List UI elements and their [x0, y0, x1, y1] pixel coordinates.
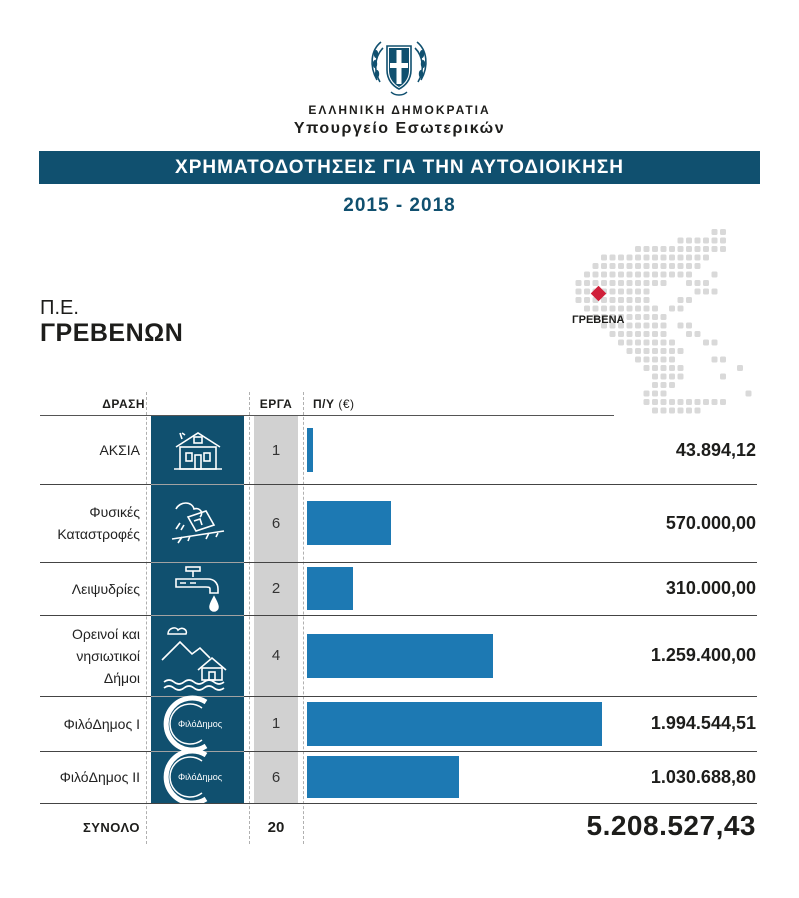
map-dot	[686, 297, 692, 303]
page-title: ΧΡΗΜΑΤΟΔΟΤΗΣΕΙΣ ΓΙΑ ΤΗΝ ΑΥΤΟΔΙΟΙΚΗΣΗ	[39, 151, 760, 184]
map-dot	[610, 263, 616, 269]
map-dot	[669, 272, 675, 278]
map-dot	[686, 255, 692, 261]
map-dot	[703, 238, 709, 244]
map-dot	[618, 263, 624, 269]
map-dot	[686, 323, 692, 329]
map-dot	[635, 280, 641, 286]
map-dot	[644, 306, 650, 312]
map-dot	[661, 323, 667, 329]
map-dot	[635, 297, 641, 303]
total-projects: 20	[267, 819, 285, 836]
map-dot	[661, 280, 667, 286]
disaster-icon	[151, 484, 244, 562]
category-label-line: Ορεινοί και	[71, 625, 140, 642]
map-dot	[618, 255, 624, 261]
map-dot	[678, 399, 684, 405]
map-dot	[618, 306, 624, 312]
category-label-line: Δήμοι	[103, 669, 140, 686]
map-dot	[712, 340, 718, 346]
map-dot	[610, 331, 616, 337]
projects-count: 6	[271, 514, 281, 532]
map-dot	[678, 323, 684, 329]
category-label	[40, 615, 140, 696]
category-label	[40, 416, 140, 484]
map-dot	[652, 306, 658, 312]
map-dot	[686, 399, 692, 405]
map-dot	[652, 399, 658, 405]
bar	[307, 756, 459, 798]
map-dot	[635, 331, 641, 337]
map-dot	[695, 246, 701, 252]
map-dot	[644, 272, 650, 278]
map-dot	[627, 297, 633, 303]
map-dot	[661, 382, 667, 388]
map-dot	[686, 280, 692, 286]
map-dot	[712, 272, 718, 278]
greek-coat-of-arms-icon	[367, 36, 431, 98]
map-dot	[678, 263, 684, 269]
map-dot	[635, 272, 641, 278]
map-dot	[712, 238, 718, 244]
map-dot	[593, 306, 599, 312]
map-dot	[601, 306, 607, 312]
map-dot	[669, 348, 675, 354]
map-dot	[652, 374, 658, 380]
column-divider	[303, 392, 304, 844]
map-dot	[686, 263, 692, 269]
map-dot	[669, 374, 675, 380]
map-dot	[627, 255, 633, 261]
map-dot	[703, 255, 709, 261]
category-label-text	[64, 713, 140, 735]
map-dot	[686, 246, 692, 252]
bar	[307, 634, 493, 678]
map-dot	[610, 306, 616, 312]
map-dot	[652, 246, 658, 252]
map-dot	[669, 408, 675, 414]
map-dot	[644, 255, 650, 261]
map-dot	[669, 357, 675, 363]
map-dot	[601, 297, 607, 303]
map-dot	[712, 357, 718, 363]
map-dot	[593, 263, 599, 269]
column-divider	[146, 392, 147, 844]
map-dot	[601, 255, 607, 261]
map-dot	[627, 306, 633, 312]
map-dot	[644, 246, 650, 252]
map-dot	[678, 246, 684, 252]
map-dot	[652, 314, 658, 320]
map-dot	[669, 365, 675, 371]
map-dot	[627, 323, 633, 329]
map-dot	[644, 399, 650, 405]
map-dot	[661, 340, 667, 346]
projects-count: 6	[271, 768, 281, 786]
map-dot	[712, 246, 718, 252]
value-label: 570.000,00	[665, 512, 756, 533]
map-dot	[593, 272, 599, 278]
map-dot	[669, 382, 675, 388]
map-dot	[644, 348, 650, 354]
category-label-line: ΦιλόΔημος ΙΙ	[59, 769, 140, 785]
map-dot	[720, 238, 726, 244]
svg-text:ΦιλόΔημος: ΦιλόΔημος	[177, 772, 222, 782]
bar	[307, 428, 313, 472]
category-label	[40, 484, 140, 562]
map-dot	[635, 314, 641, 320]
total-value: 5.208.527,43	[586, 810, 756, 841]
value-label: 1.259.400,00	[650, 645, 756, 665]
map-dot	[661, 348, 667, 354]
map-dot	[669, 306, 675, 312]
map-dot	[652, 408, 658, 414]
map-dot	[635, 289, 641, 295]
map-dot	[695, 263, 701, 269]
map-dot	[635, 255, 641, 261]
map-dot	[720, 357, 726, 363]
category-label-line: Καταστροφές	[57, 526, 140, 542]
bar	[307, 567, 353, 610]
category-label-line: νησιωτικοί	[76, 647, 140, 664]
map-dot	[618, 331, 624, 337]
map-dot	[712, 399, 718, 405]
map-dot	[695, 255, 701, 261]
filodimos-logo	[151, 751, 244, 803]
projects-count: 2	[271, 580, 281, 597]
map-dot	[661, 408, 667, 414]
map-dot	[584, 272, 590, 278]
map-dot	[627, 263, 633, 269]
map-dot	[610, 297, 616, 303]
map-dot	[661, 255, 667, 261]
map-dot	[686, 408, 692, 414]
map-dot	[644, 263, 650, 269]
map-dot	[669, 255, 675, 261]
map-dot	[661, 391, 667, 397]
map-dot	[720, 399, 726, 405]
category-label-line: Φυσικές	[89, 504, 140, 520]
map-dot	[610, 255, 616, 261]
value-label: 1.994.544,51	[650, 713, 756, 733]
map-dot	[635, 306, 641, 312]
map-dot	[686, 272, 692, 278]
bar	[307, 501, 391, 545]
map-dot	[610, 289, 616, 295]
map-dot	[627, 289, 633, 295]
map-dot	[644, 297, 650, 303]
map-dot	[720, 374, 726, 380]
map-dot	[584, 297, 590, 303]
map-location-label: ΓΡΕΒΕΝΑ	[572, 314, 625, 326]
map-dot	[661, 399, 667, 405]
map-dot	[652, 382, 658, 388]
total-label: ΣΥΝΟΛΟ	[82, 820, 140, 835]
total-separator	[40, 803, 757, 804]
category-label	[40, 751, 140, 803]
map-dot	[703, 340, 709, 346]
map-dot	[652, 357, 658, 363]
category-label-line: ΑΚΣΙΑ	[99, 442, 140, 458]
map-dot	[695, 399, 701, 405]
map-dot	[661, 272, 667, 278]
map-dot	[652, 263, 658, 269]
map-dot	[627, 340, 633, 346]
greece-dot-map	[550, 225, 765, 430]
map-dot	[737, 365, 743, 371]
map-dot	[627, 348, 633, 354]
column-header-action: ΔΡΑΣΗ	[102, 397, 145, 411]
map-dot	[661, 314, 667, 320]
map-dot	[635, 246, 641, 252]
map-dot	[661, 331, 667, 337]
map-dot	[652, 391, 658, 397]
value-label: 43.894,12	[675, 439, 756, 460]
map-dot	[695, 331, 701, 337]
category-label	[40, 696, 140, 751]
map-dot	[746, 391, 752, 397]
map-dot	[618, 289, 624, 295]
projects-count: 4	[271, 647, 281, 664]
map-dot	[576, 289, 582, 295]
filodimos-logo	[151, 696, 244, 751]
map-dot	[678, 297, 684, 303]
map-dot	[584, 280, 590, 286]
map-dot	[686, 331, 692, 337]
category-label-text	[72, 623, 140, 689]
map-dot	[695, 238, 701, 244]
map-dot	[635, 323, 641, 329]
organization-ministry: Υπουργείο Εσωτερικών	[293, 120, 506, 137]
map-dot	[720, 229, 726, 235]
column-header-budget	[313, 397, 355, 411]
map-dot	[627, 280, 633, 286]
map-dot	[635, 348, 641, 354]
category-label-line: Λειψυδρίες	[71, 580, 140, 597]
map-dot	[712, 229, 718, 235]
map-dot	[661, 246, 667, 252]
map-dot	[678, 348, 684, 354]
map-dot	[593, 280, 599, 286]
map-dot	[695, 280, 701, 286]
map-dot	[678, 365, 684, 371]
map-dot	[661, 263, 667, 269]
map-dot	[652, 323, 658, 329]
map-dot	[635, 357, 641, 363]
map-dot	[661, 365, 667, 371]
category-label-text	[57, 501, 140, 545]
map-dot	[584, 289, 590, 295]
map-dot	[703, 246, 709, 252]
map-dot	[635, 340, 641, 346]
map-dot	[618, 297, 624, 303]
map-dot	[652, 365, 658, 371]
budget-header-unit: (€)	[338, 397, 355, 411]
column-header-projects: ΕΡΓΑ	[259, 397, 293, 411]
organization-country: ΕΛΛΗΝΙΚΗ ΔΗΜΟΚΡΑΤΙΑ	[308, 103, 491, 117]
map-dot	[610, 280, 616, 286]
category-label-text	[72, 578, 140, 600]
category-label-text	[99, 439, 140, 461]
map-dot	[652, 340, 658, 346]
map-dot	[678, 374, 684, 380]
map-dot	[644, 323, 650, 329]
map-dot	[652, 272, 658, 278]
projects-count: 1	[271, 441, 281, 459]
map-dot	[635, 263, 641, 269]
map-dot	[669, 340, 675, 346]
map-dot	[703, 289, 709, 295]
value-label: 1.030.688,80	[650, 766, 756, 787]
map-dot	[618, 280, 624, 286]
map-dot	[652, 331, 658, 337]
value-label: 310.000,00	[665, 578, 756, 598]
budget-header-label: Π/Υ	[313, 397, 335, 411]
map-dot	[644, 289, 650, 295]
map-dot	[686, 238, 692, 244]
map-dot	[652, 280, 658, 286]
map-dot	[618, 272, 624, 278]
map-dot	[661, 357, 667, 363]
map-dot	[712, 289, 718, 295]
map-dot	[678, 306, 684, 312]
category-label-text	[60, 766, 140, 788]
map-dot	[703, 280, 709, 286]
map-dot	[601, 280, 607, 286]
map-dot	[627, 331, 633, 337]
svg-text:ΦιλόΔημος: ΦιλόΔημος	[177, 718, 222, 729]
map-dot	[669, 246, 675, 252]
map-dot	[618, 340, 624, 346]
region-prefix: Π.Ε.	[40, 297, 79, 319]
map-dot	[678, 238, 684, 244]
category-label	[40, 562, 140, 615]
map-dot	[652, 255, 658, 261]
map-dot	[644, 340, 650, 346]
map-dot	[669, 263, 675, 269]
map-dot	[644, 365, 650, 371]
map-dot	[627, 314, 633, 320]
column-divider	[249, 392, 250, 844]
map-dot	[703, 399, 709, 405]
water-tap-icon	[151, 562, 244, 615]
map-dot	[601, 272, 607, 278]
period-subtitle: 2015 - 2018	[343, 195, 456, 216]
map-dot	[669, 399, 675, 405]
map-dot	[576, 280, 582, 286]
map-dot	[695, 289, 701, 295]
map-dot	[644, 391, 650, 397]
category-label-line: ΦιλόΔημος Ι	[63, 715, 140, 732]
map-dot	[644, 280, 650, 286]
projects-count: 1	[271, 715, 281, 732]
map-dot	[695, 408, 701, 414]
map-dot	[644, 331, 650, 337]
map-dot	[644, 314, 650, 320]
mountain-island-icon	[151, 615, 244, 696]
map-dot	[678, 272, 684, 278]
map-dot	[652, 348, 658, 354]
map-dot	[720, 246, 726, 252]
map-dot	[584, 306, 590, 312]
map-dot	[678, 408, 684, 414]
map-dot	[610, 272, 616, 278]
map-dot	[601, 263, 607, 269]
house-icon	[151, 416, 244, 484]
region-name: ΓΡΕΒΕΝΩΝ	[40, 319, 184, 347]
bar	[307, 702, 602, 746]
map-dot	[576, 297, 582, 303]
map-dot	[678, 255, 684, 261]
map-dot	[627, 272, 633, 278]
map-dot	[661, 374, 667, 380]
map-dot	[644, 357, 650, 363]
